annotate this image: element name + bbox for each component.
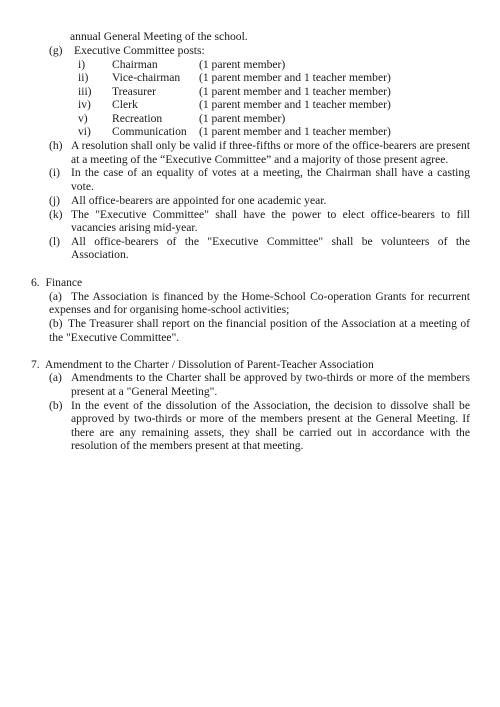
finance-b-line-1: The Treasurer shall report on the financial position of the Association at a meeting of (68, 317, 470, 330)
post-members: (1 parent member and 1 teacher member) (199, 85, 391, 98)
finance-a-line-2: expenses and for organising home-school activities; (49, 303, 290, 316)
continuation-line: annual General Meeting of the school. (70, 30, 248, 43)
amendment-marker-b: (b) (49, 399, 63, 412)
clause-k-line-2: vacancies arising mid-year. (71, 221, 198, 234)
clause-h-line-2: at a meeting of the “Executive Committee” and a majority of those present agree. (71, 153, 449, 166)
post-members: (1 parent member and 1 teacher member) (199, 71, 391, 84)
finance-marker-a: (a) (49, 290, 62, 303)
post-title: Treasurer (112, 85, 157, 98)
post-members: (1 parent member) (199, 58, 286, 71)
clause-h-line-1: A resolution shall only be valid if three-fifths or more of the office-bearers are present (71, 139, 470, 152)
post-title: Communication (112, 125, 187, 138)
clause-marker-l: (l) (49, 235, 60, 248)
clause-marker-j: (j) (49, 194, 60, 207)
post-members: (1 parent member and 1 teacher member) (199, 125, 391, 138)
post-number: vi) (78, 125, 91, 138)
finance-b-line-2: the "Executive Committee". (49, 331, 180, 344)
post-number: ii) (78, 71, 89, 84)
finance-a-line-1: The Association is financed by the Home-School Co-operation Grants for recurrent (71, 290, 470, 303)
post-title: Chairman (112, 58, 158, 71)
amendment-marker-a: (a) (49, 371, 62, 384)
clause-i-line-1: In the case of an equality of votes at a meeting, the Chairman shall have a casting (71, 166, 470, 179)
post-members: (1 parent member and 1 teacher member) (199, 98, 391, 111)
post-members: (1 parent member) (199, 112, 286, 125)
post-number: iii) (78, 85, 92, 98)
post-number: iv) (78, 98, 91, 111)
amendment-a-line-2: present at a "General Meeting". (71, 385, 218, 398)
post-number: i) (78, 58, 86, 71)
amendment-b-line-4: resolution of the members present at that meeting. (71, 439, 304, 452)
post-title: Vice-chairman (112, 71, 181, 84)
clause-marker-k: (k) (49, 208, 63, 221)
committee-posts-heading: Executive Committee posts: (74, 44, 205, 57)
clause-i-line-2: vote. (71, 180, 94, 193)
amendment-b-line-2: approved by two-thirds or more of the members present at the General Meeting. If (71, 412, 470, 425)
clause-marker-g: (g) (49, 44, 63, 57)
amendment-a-line-1: Amendments to the Charter shall be approved by two-thirds or more of the members (71, 371, 470, 384)
amendment-b-line-1: In the event of the dissolution of the Association, the decision to dissolve shall be (71, 399, 470, 412)
clause-l-line-1: All office-bearers of the "Executive Committee" shall be volunteers of the (71, 235, 470, 248)
clause-marker-i: (i) (49, 166, 60, 179)
clause-k-line-1: The "Executive Committee" shall have the power to elect office-bearers to fill (71, 208, 470, 221)
clause-l-line-2: Association. (71, 248, 129, 261)
section-heading-amendment: 7. Amendment to the Charter / Dissolution of Parent-Teacher Association (31, 358, 374, 371)
finance-marker-b: (b) (49, 317, 63, 330)
post-title: Clerk (112, 98, 138, 111)
amendment-b-line-3: there are any remaining assets, they shall be carried out in accordance with the (71, 426, 470, 439)
clause-j-line-1: All office-bearers are appointed for one academic year. (71, 194, 327, 207)
post-title: Recreation (112, 112, 163, 125)
post-number: v) (78, 112, 88, 125)
clause-marker-h: (h) (49, 139, 63, 152)
section-heading-finance: 6. Finance (31, 276, 83, 289)
